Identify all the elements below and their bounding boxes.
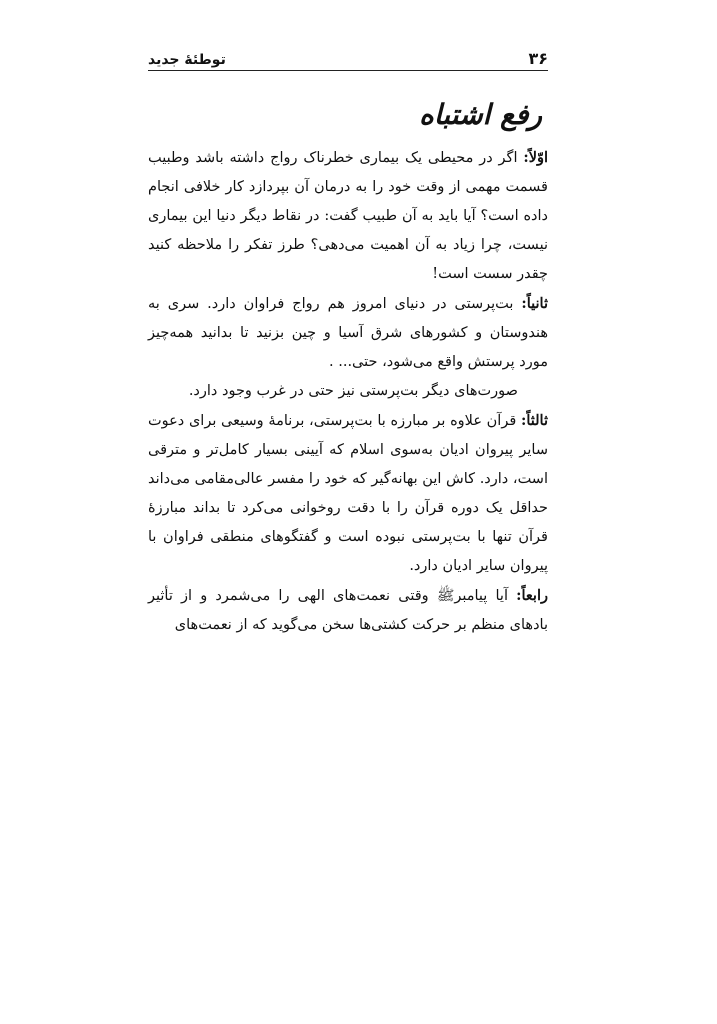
paragraph-5: [148, 581, 548, 640]
paragraph-1-lead: اوّلاً:: [523, 149, 548, 166]
paragraph-1-text: اگر در محیطی یک بیماری خطرناک رواج داشته باشد وطبیب قسمت مهمی از وقت خود را به درمان آن بپردازد کار خلافی انجام داده است؟ آیا باید به آن طبیب گفت: در نقاط دیگر دنیا این بیماری نیست، چرا زیاد به آن اهمیت می‌دهی؟ طرز تفکر را ملاحظه کنید چقدر سست است!: [148, 150, 548, 282]
body-text: [148, 143, 548, 640]
paragraph-4-lead: ثالثاً:: [520, 412, 548, 429]
page-number: ۳۶: [528, 49, 548, 68]
paragraph-1: [148, 143, 548, 289]
paragraph-4-text: قرآن علاوه بر مبارزه با بت‌پرستی، برنامهٔ وسیعی برای دعوت سایر پیروان ادیان به‌سوی اسلام که آیینی بسیار کامل‌تر و مترقی است، دارد. کاش این بهانه‌گیر که خود را مفسر عالی‌مقامی می‌داند حداقل یک دوره قرآن را با دقت روخوانی می‌کرد تا بداند مبارزهٔ قرآن تنها با بت‌پرستی نبوده است و گفتگوهای منطقی فراوان با پیروان سایر ادیان دارد.: [148, 413, 548, 574]
running-header: [148, 44, 548, 68]
book-title: توطئهٔ جدید: [148, 52, 226, 68]
paragraph-3: [148, 377, 548, 406]
section-title: رفع اشتباه: [419, 98, 542, 131]
paragraph-2: [148, 289, 548, 377]
paragraph-2-text: بت‌پرستی در دنیای امروز هم رواج فراوان دارد. سری به هندوستان و کشورهای شرق آسیا و چین بزنید تا بدانید همه‌چیز مورد پرستش واقع می‌شود، حتی... .: [148, 296, 548, 370]
paragraph-5-text: آیا پیامبرﷺ وقتی نعمت‌های الهی را می‌شمرد و از تأثیر بادهای منظم بر حرکت کشتی‌ها سخن می‌گوید که از نعمت‌های: [148, 588, 548, 633]
paragraph-5-lead: رابعاً:: [516, 587, 548, 604]
header-rule: [148, 70, 548, 71]
paragraph-3-text: صورت‌های دیگر بت‌پرستی نیز حتی در غرب وجود دارد.: [188, 383, 518, 399]
paragraph-4: [148, 406, 548, 581]
paragraph-2-lead: ثانیاً:: [521, 295, 548, 312]
